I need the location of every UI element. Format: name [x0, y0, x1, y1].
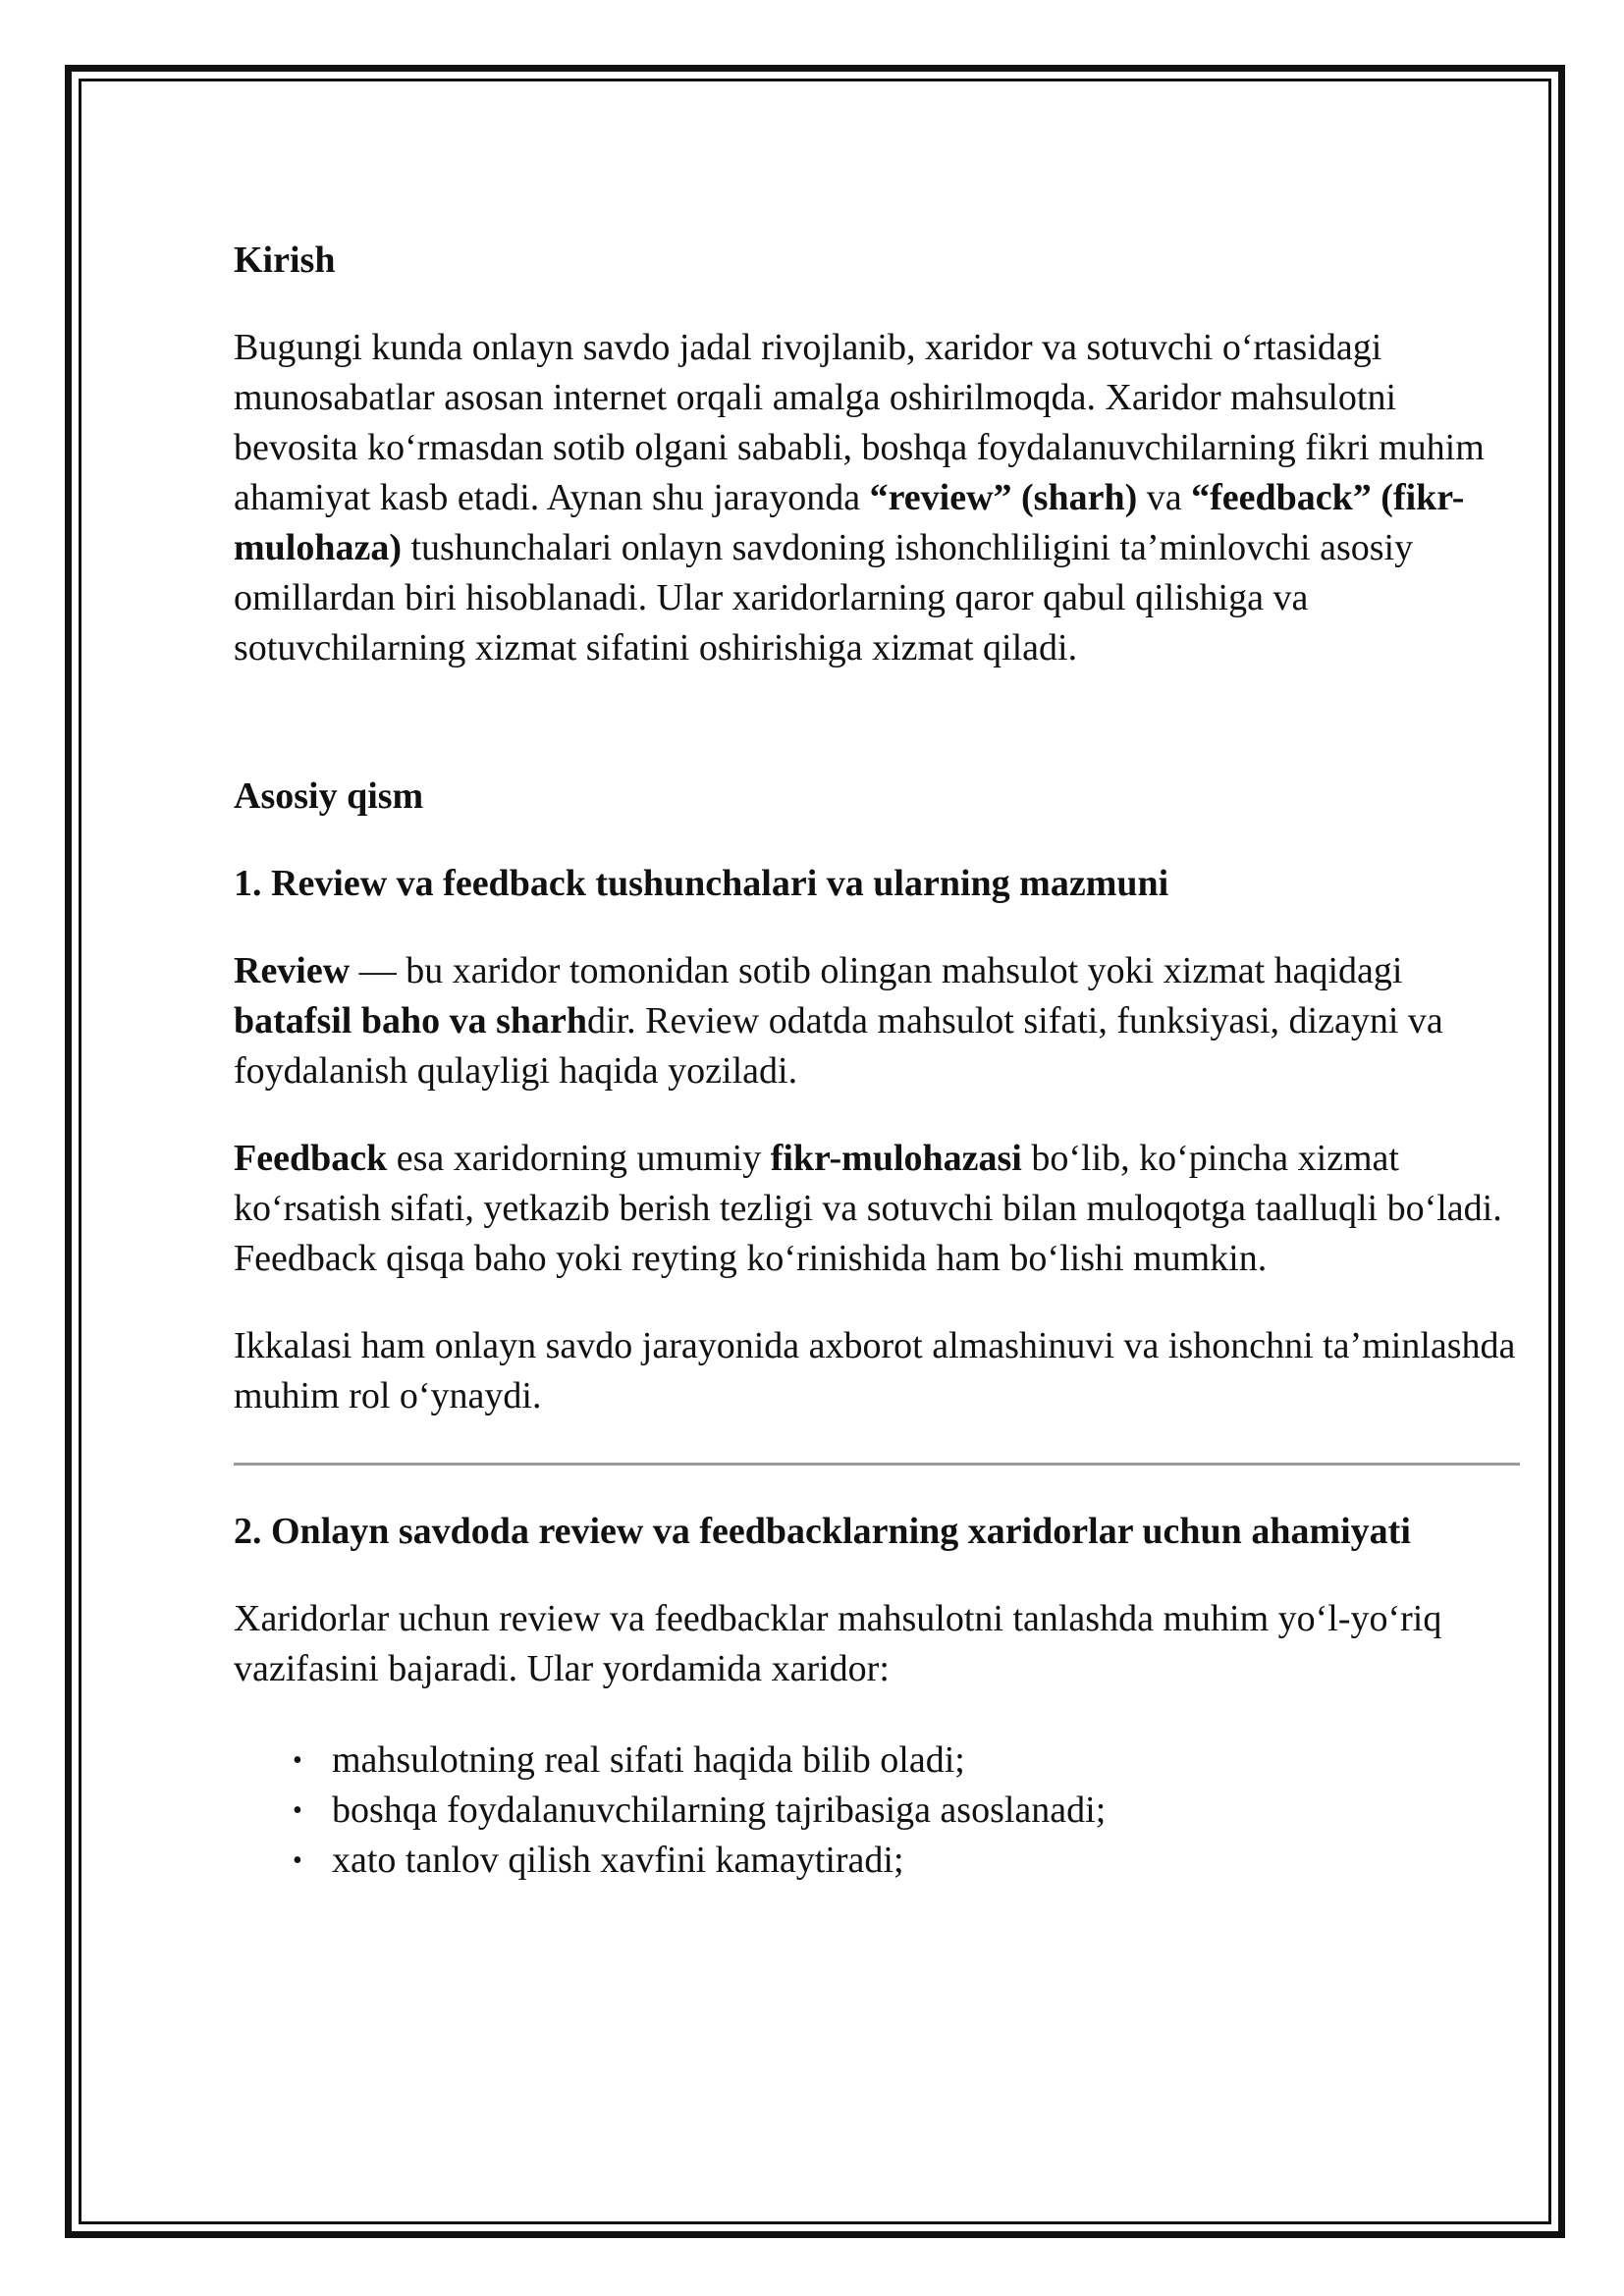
section2-intro: Xaridorlar uchun review va feedbacklar mahsulotni tanlashda muhim yo‘l-yo‘riq vazifasini bajaradi. Ular yordamida xaridor: [234, 1598, 1442, 1689]
list-item-text: xato tanlov qilish xavfini kamaytiradi; [332, 1840, 904, 1881]
bullet-icon: • [293, 1845, 302, 1876]
feedback-text-1: esa xaridorning umumiy [387, 1138, 771, 1179]
both-paragraph: Ikkalasi ham onlayn savdo jarayonida axborot almashinuvi va ishonchni ta’minlashda muhim rol o‘ynaydi. [234, 1325, 1516, 1416]
intro-text-3: tushunchalari onlayn savdoning ishonchliligini ta’minlovchi asosiy omillardan biri hisoblanadi. Ular xaridorlarning qaror qabul qilishiga va sotuvchilarning xizmat sifatini oshirishiga xizmat qiladi. [234, 527, 1414, 668]
bullet-icon: • [293, 1745, 302, 1776]
feedback-bold: fikr-mulohazasi [770, 1138, 1022, 1179]
section2-title: 2. Onlayn savdoda review va feedbacklarning xaridorlar uchun ahamiyati [234, 1511, 1411, 1552]
list-item [234, 1786, 1530, 1836]
intro-text-2: va [1137, 477, 1192, 518]
feedback-term: Feedback [234, 1138, 388, 1179]
section1-title: 1. Review va feedback tushunchalari va ularning mazmuni [234, 863, 1169, 904]
list-item [234, 1836, 1530, 1886]
document-body [234, 236, 1530, 1886]
review-paragraph [234, 946, 1530, 1096]
intro-bold-review: “review” (sharh) [869, 477, 1138, 518]
feedback-text-2: bo‘lib, ko‘pincha xizmat ko‘rsatish sifati, yetkazib berish tezligi va sotuvchi bilan muloqotga taalluqli bo‘ladi. Feedback qisqa baho yoki reyting ko‘rinishida ham bo‘lishi mumkin. [234, 1138, 1502, 1279]
feedback-paragraph [234, 1134, 1530, 1284]
list-item [234, 1735, 1530, 1786]
review-bold: batafsil baho va sharh [234, 1000, 588, 1041]
list-item-text: mahsulotning real sifati haqida bilib oladi; [332, 1739, 965, 1781]
review-text-1: — bu xaridor tomonidan sotib olingan mahsulot yoki xizmat haqidagi [350, 950, 1403, 991]
bullet-icon: • [293, 1795, 302, 1826]
intro-text-1: Bugungi kunda onlayn savdo jadal rivojlanib, xaridor va sotuvchi o‘rtasidagi munosabatlar asosan internet orqali amalga oshirilmoqda. Xaridor mahsulotni bevosita ko‘rmasdan sotib olgani sababli, boshqa foydalanuvchilarning fikri muhim ahamiyat kasb etadi. Aynan shu jarayonda [234, 327, 1485, 518]
review-term: Review [234, 950, 351, 991]
main-heading: Asosiy qism [234, 775, 424, 817]
review-text-2: dir. Review odatda mahsulot sifati, funksiyasi, dizayni va foydalanish qulayligi haqida yoziladi. [234, 1000, 1443, 1092]
intro-bold-feedback: “feedback” (fikr-mulohaza) [234, 477, 1465, 568]
list-item-text: boshqa foydalanuvchilarning tajribasiga asoslanadi; [332, 1789, 1107, 1831]
benefit-list [234, 1735, 1530, 1886]
intro-paragraph [234, 323, 1530, 673]
intro-heading: Kirish [234, 240, 336, 281]
